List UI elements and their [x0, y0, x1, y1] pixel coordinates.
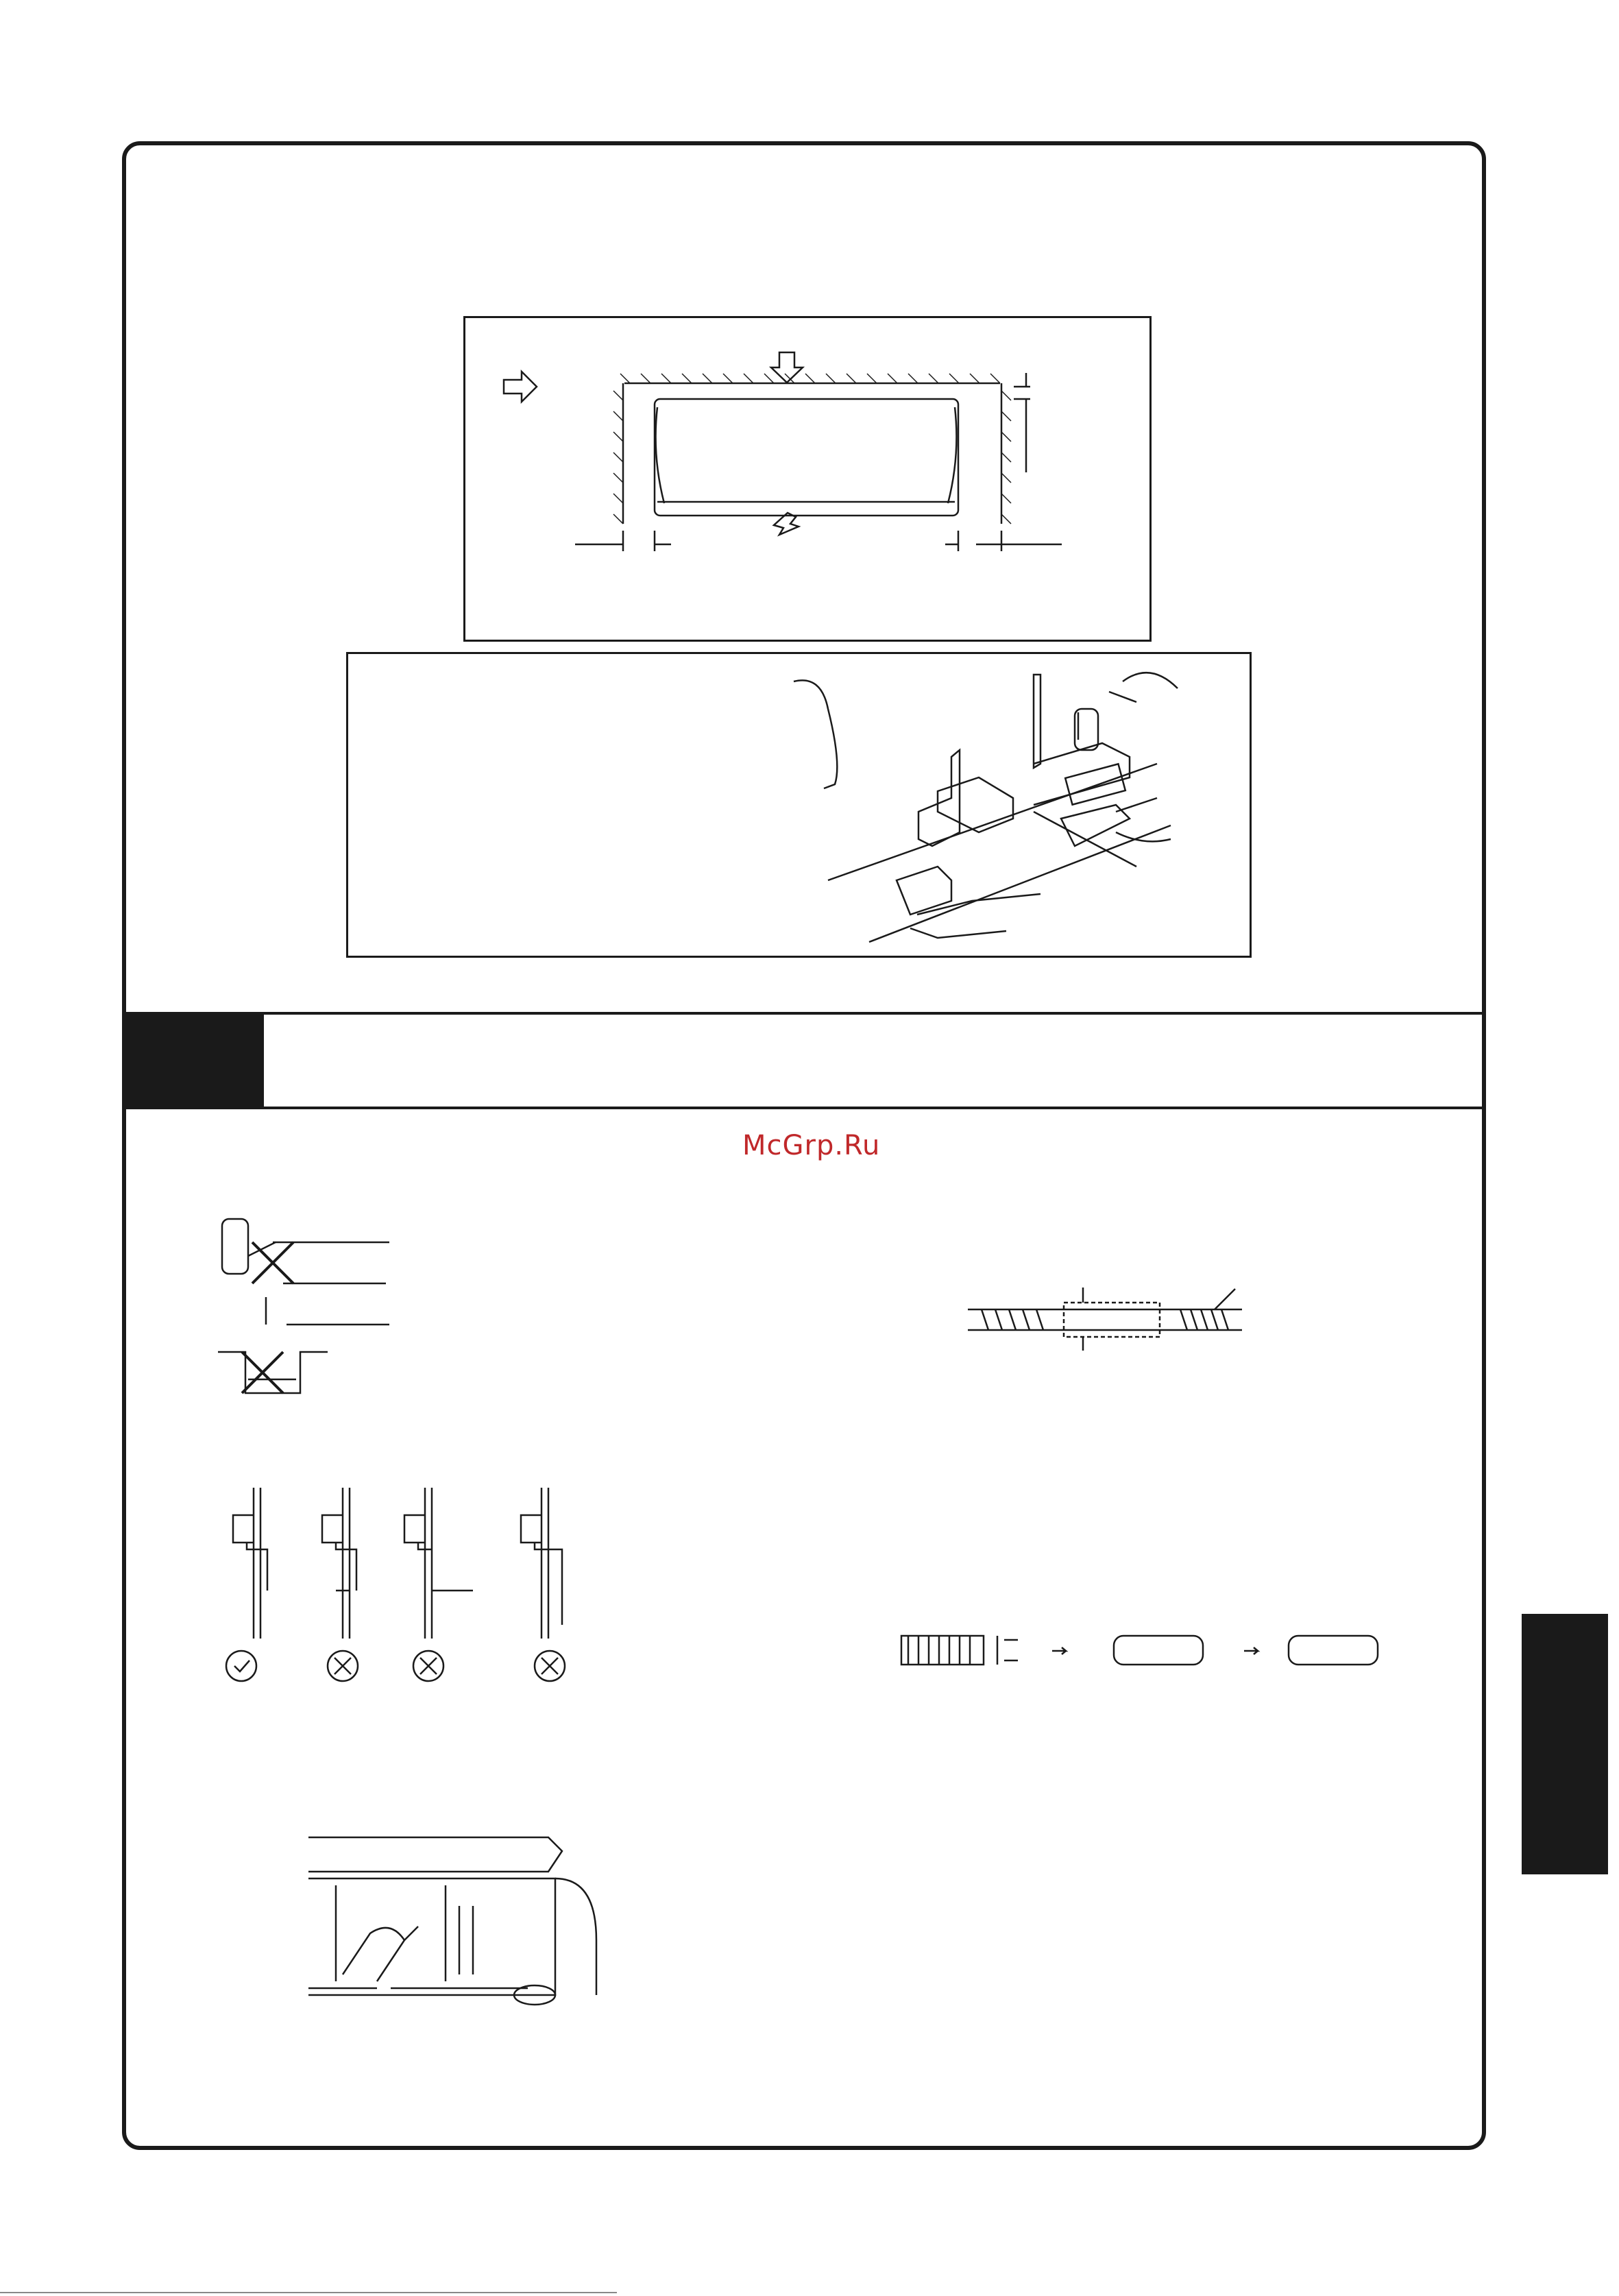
drain-trap-drawing [218, 1215, 520, 1414]
watermark-text: McGrp.Ru [742, 1130, 881, 1161]
hose-cut-diagram [894, 1626, 1388, 1674]
drain-ok [226, 1488, 267, 1681]
cross-mark-icon [252, 1242, 293, 1283]
clearance-diagram [463, 316, 1152, 642]
drain-ng-1 [322, 1488, 358, 1681]
flow-arrow-icon [504, 372, 537, 402]
chapter-tab [1522, 1614, 1608, 1874]
drain-ng-3 [521, 1488, 565, 1681]
cross-mark-icon-2 [242, 1352, 283, 1393]
down-arrow-icon [771, 352, 803, 383]
pipe-insulation-diagram [968, 1282, 1256, 1364]
filter-removal-drawing [308, 1817, 620, 2016]
filter-removal-diagram [308, 1817, 620, 2016]
pipe-insulation-drawing [968, 1282, 1256, 1364]
hose-cut-drawing [894, 1626, 1388, 1674]
drain-routing-diagram [219, 1488, 631, 1693]
clearance-diagram-drawing [465, 318, 1154, 644]
drain-trap-diagram [218, 1215, 520, 1414]
mounting-plate-diagram [346, 652, 1252, 958]
footer-rule [0, 2292, 617, 2293]
section-number-block [122, 1013, 264, 1109]
drain-ng-2 [404, 1488, 473, 1681]
section-divider-top [122, 1012, 1486, 1015]
section-divider-bottom [122, 1107, 1486, 1109]
drain-routing-drawing [219, 1488, 631, 1693]
mounting-plate-drawing [348, 654, 1254, 960]
